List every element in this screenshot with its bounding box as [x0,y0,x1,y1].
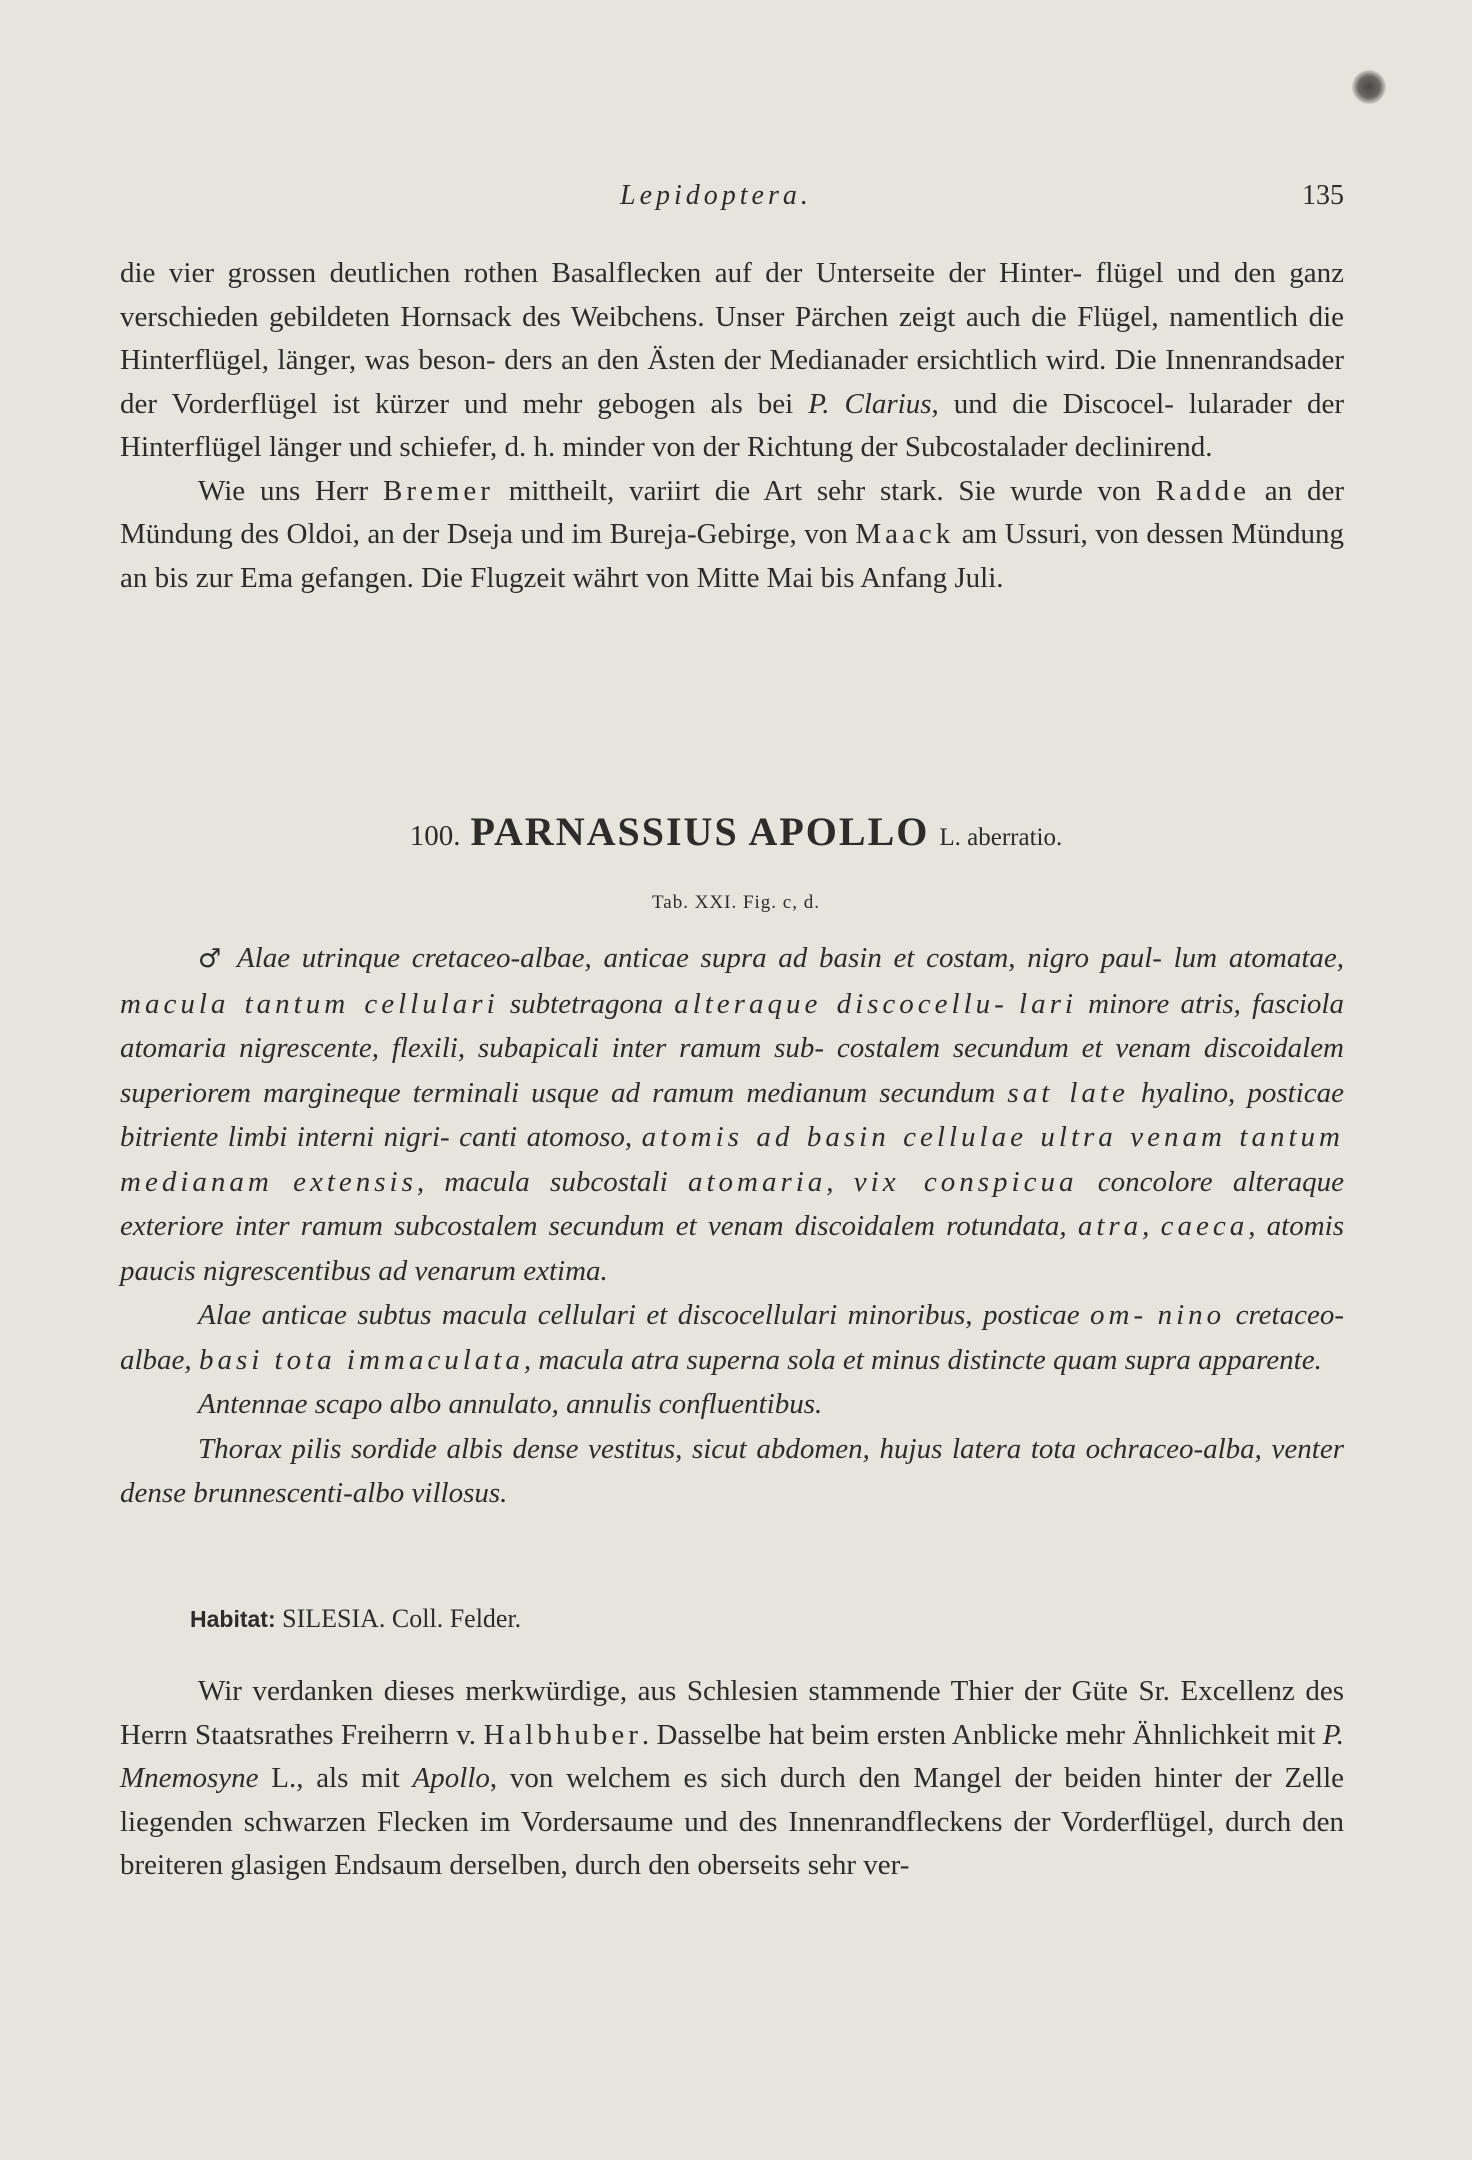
habitat-line [190,1604,521,1634]
species-name: PARNASSIUS APOLLO [470,809,930,854]
person-name: Bremer [382,474,494,507]
description-paragraph-3: Antennae scapo albo annulato, annulis confluentibus. [198,1388,823,1420]
species-ref: P. Clarius [808,387,932,420]
running-header [120,180,1344,220]
paragraph-2: Wie uns Herr Bremer mittheilt, variirt die Art sehr stark. Sie wurde von Radde an der Mündung des Oldoi, an der Dseja und im Bureja-Gebirge, von Maack am Ussuri, von dessen Mündung an bis zur Ema gefangen. Die Flugzeit währt von Mitte Mai bis Anfang Juli. [120,474,1344,594]
description-paragraph-2: Alae anticae subtus macula cellulari et discocellulari minoribus, posticae om- nino cretaceo-albae, basi tota immaculata, macula atra superna sola et minus distincte quam supra apparente. [120,1299,1344,1376]
person-name: Maack [855,518,955,550]
description-paragraph-4: Thorax pilis sordide albis dense vestitus, sicut abdomen, hujus latera tota ochraceo-alba, venter dense brunnescenti-albo villosus. [120,1432,1344,1509]
person-name: Halbhuber [483,1718,642,1751]
description-paragraph-1: ♂ Alae utrinque cretaceo-albae, anticae supra ad basin et costam, nigro paul- lum atomatae, macula tantum cellulari subtetragona alteraque discocellu- lari minore atris, fasciola atomaria nigrescente, flexili, subapicali inter ramum sub- costalem secundum et venam discoidalem superiorem margineque terminali usque ad ramum medianum secundum sat late hyalino, posticae bitriente limbi interni nigri- canti atomoso, atomis ad basin cellulae ultra venam tantum medianam extensis, macula subcostali atomaria, vix conspicua concolore alteraque exteriore inter ramum subcostalem secundum et venam discoidalem rotundata, atra, caeca, atomis paucis nigrescentibus ad venarum extima. [120,942,1345,1287]
ink-smudge [1352,70,1386,104]
species-heading [0,808,1472,855]
habitat-label: Habitat: [190,1606,276,1632]
species-ref: Apollo [412,1762,490,1794]
person-name: Radde [1155,474,1250,507]
paragraph-3: Wir verdanken dieses merkwürdige, aus Schlesien stammende Thier der Güte Sr. Excellenz des Herrn Staatsrathes Freiherrn v. Halbhuber. Dasselbe hat beim ersten Anblicke mehr Ähnlichkeit mit P. Mnemosyne L., als mit Apollo, von welchem es sich durch den Mangel der beiden hinter der Zelle liegenden schwarzen Flecken im Vordersaume und des Innenrandfleckens der Vorderflügel, durch den breiteren glasigen Endsaum derselben, durch den oberseits sehr ver- [120,1675,1345,1881]
running-title: Lepidoptera. [620,180,812,211]
page-number: 135 [1302,180,1344,211]
plate-reference: Tab. XXI. Fig. c, d. [651,892,820,913]
paragraph-1: die vier grossen deutlichen rothen Basalflecken auf der Unterseite der Hinter- flügel und den ganz verschieden gebildeten Hornsack des Weibchens. Unser Pärchen zeigt auch die Flügel, namentlich die Hinterflügel, länger, was beson- ders an den Ästen der Medianader ersichtlich wird. Die Innenrandsader der Vorderflügel ist kürzer und mehr gebogen als bei P. Clarius, und die Discocel- lularader der Hinterflügel länger und schiefer, d. h. minder von der Richtung der Subcostalader declinirend. [120,257,1345,463]
species-ref: P. Mnemosyne [120,1718,1345,1794]
species-author: L. aberratio. [939,824,1063,851]
habitat-value: SILESIA. Coll. Felder. [282,1604,522,1633]
species-number: 100. [409,820,461,852]
male-symbol-icon: ♂ [198,944,226,974]
latin-description [120,936,1344,1516]
bottom-text [120,1670,1344,1888]
top-text [120,252,1344,600]
